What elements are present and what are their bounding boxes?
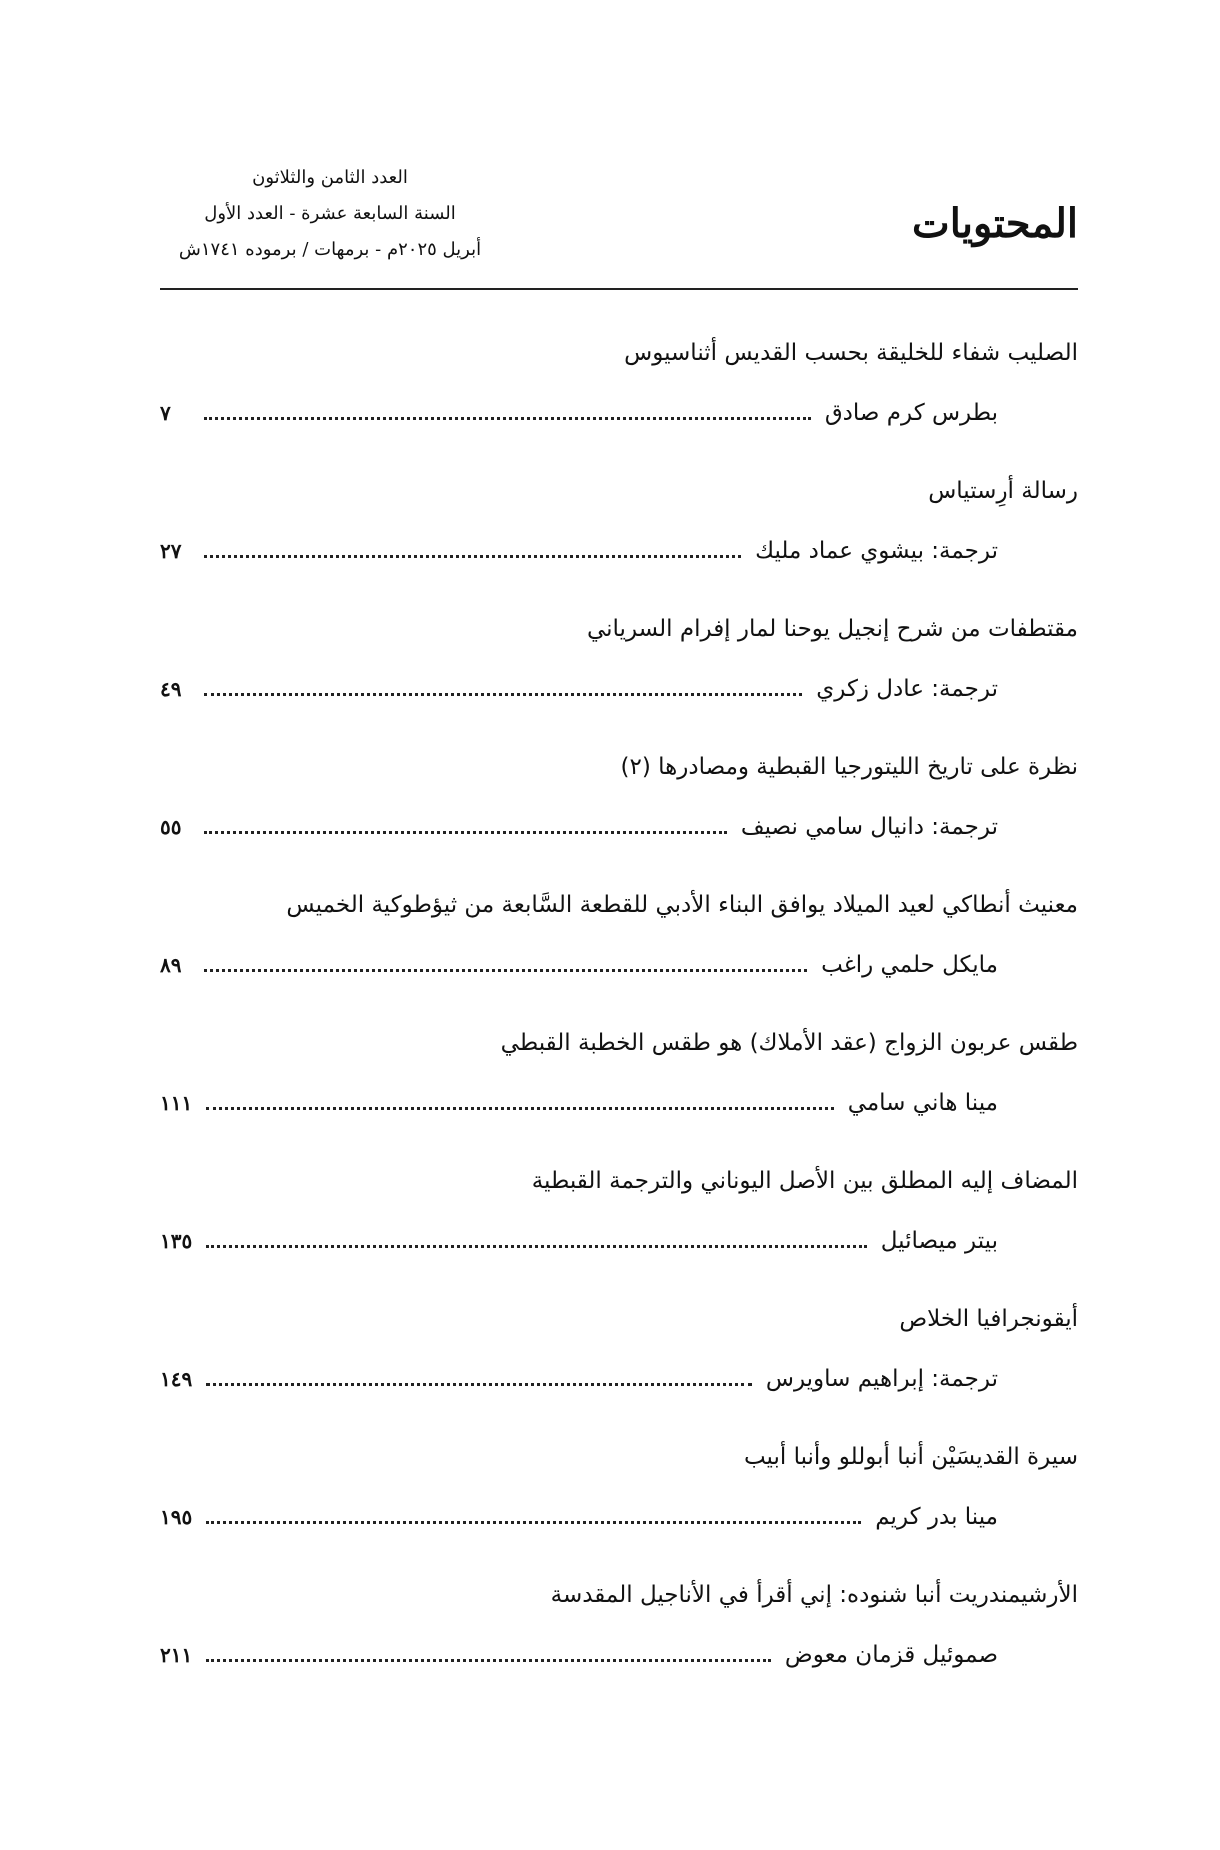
header-divider xyxy=(160,288,1078,290)
entry-author-line xyxy=(160,533,998,569)
entry-title: سيرة القديسَيْن أنبا أبوللو وأنبا أبيب xyxy=(743,1444,1078,1470)
issue-date: أبريل ٢٠٢٥م - برمهات / برموده ١٧٤١ش xyxy=(178,239,482,260)
entry-title: طقس عربون الزواج (عقد الأملاك) هو طقس الخطبة القبطي xyxy=(500,1030,1078,1056)
dot-leader xyxy=(206,1383,752,1386)
entry-author-line xyxy=(160,1637,998,1673)
entry-title: الصليب شفاء للخليقة بحسب القديس أثناسيوس xyxy=(624,340,1078,366)
entry-title: مقتطفات من شرح إنجيل يوحنا لمار إفرام السرياني xyxy=(586,616,1078,642)
entry-author-line xyxy=(160,1223,998,1259)
dot-leader xyxy=(204,555,741,558)
toc-entry[interactable] xyxy=(160,473,1078,611)
entry-author: صموئيل قزمان معوض xyxy=(784,1642,998,1668)
dot-leader xyxy=(204,417,811,420)
entry-author-line xyxy=(160,1085,998,1121)
entry-author: مينا هاني سامي xyxy=(847,1090,998,1116)
dot-leader xyxy=(204,969,807,972)
entry-title: نظرة على تاريخ الليتورجيا القبطية ومصادرها (٢) xyxy=(620,754,1078,780)
entry-title: الأرشيمندريت أنبا شنوده: إني أقرأ في الأناجيل المقدسة xyxy=(550,1582,1078,1608)
dot-leader xyxy=(204,693,802,696)
entry-page-number: ١٣٥ xyxy=(160,1229,193,1253)
entry-author: مايكل حلمي راغب xyxy=(821,952,998,978)
entry-author: ترجمة: دانيال سامي نصيف xyxy=(740,814,998,840)
entry-author-line xyxy=(160,947,998,983)
entry-author-line xyxy=(160,1499,998,1535)
entry-title: معنيث أنطاكي لعيد الميلاد يوافق البناء الأدبي للقطعة السَّابعة من ثيؤطوكية الخميس xyxy=(286,892,1078,918)
entry-author-line xyxy=(160,395,998,431)
entry-page-number: ٢١١ xyxy=(160,1643,193,1667)
toc-entry[interactable] xyxy=(160,611,1078,749)
entry-author: بيتر ميصائيل xyxy=(880,1228,998,1254)
entry-title: رسالة أرِستياس xyxy=(928,478,1078,504)
issue-info xyxy=(160,160,500,268)
entry-author: مينا بدر كريم xyxy=(875,1504,998,1530)
entry-title: أيقونجرافيا الخلاص xyxy=(899,1306,1078,1332)
toc-entry[interactable] xyxy=(160,1163,1078,1301)
entry-page-number: ٨٩ xyxy=(160,953,182,977)
entry-author-line xyxy=(160,671,998,707)
toc-entry[interactable] xyxy=(160,335,1078,473)
entry-author: ترجمة: عادل زكري xyxy=(816,676,998,702)
entry-author-line xyxy=(160,809,998,845)
entry-author: بطرس كرم صادق xyxy=(824,400,998,426)
toc-entry[interactable] xyxy=(160,1439,1078,1577)
dot-leader xyxy=(206,1659,771,1662)
entry-author: ترجمة: إبراهيم ساويرس xyxy=(765,1366,998,1392)
issue-year: السنة السابعة عشرة - العدد الأول xyxy=(204,203,456,224)
entry-page-number: ٤٩ xyxy=(160,677,182,701)
dot-leader xyxy=(204,831,727,834)
dot-leader xyxy=(206,1107,833,1110)
entry-page-number: ٢٧ xyxy=(160,539,182,563)
entry-page-number: ٧ xyxy=(160,401,171,425)
entry-author-line xyxy=(160,1361,998,1397)
entry-author: ترجمة: بيشوي عماد مليك xyxy=(755,538,998,564)
page-title: المحتويات xyxy=(912,200,1078,247)
toc-list xyxy=(160,335,1078,1715)
dot-leader xyxy=(206,1245,867,1248)
page-header xyxy=(160,160,1078,290)
toc-entry[interactable] xyxy=(160,1301,1078,1439)
toc-entry[interactable] xyxy=(160,749,1078,887)
dot-leader xyxy=(206,1521,861,1524)
issue-number: العدد الثامن والثلاثون xyxy=(252,167,408,188)
toc-entry[interactable] xyxy=(160,1577,1078,1715)
entry-page-number: ٥٥ xyxy=(160,815,182,839)
entry-page-number: ١١١ xyxy=(160,1091,193,1115)
entry-page-number: ١٩٥ xyxy=(160,1505,193,1529)
toc-entry[interactable] xyxy=(160,1025,1078,1163)
entry-page-number: ١٤٩ xyxy=(160,1367,193,1391)
toc-entry[interactable] xyxy=(160,887,1078,1025)
entry-title: المضاف إليه المطلق بين الأصل اليوناني والترجمة القبطية xyxy=(531,1168,1078,1194)
